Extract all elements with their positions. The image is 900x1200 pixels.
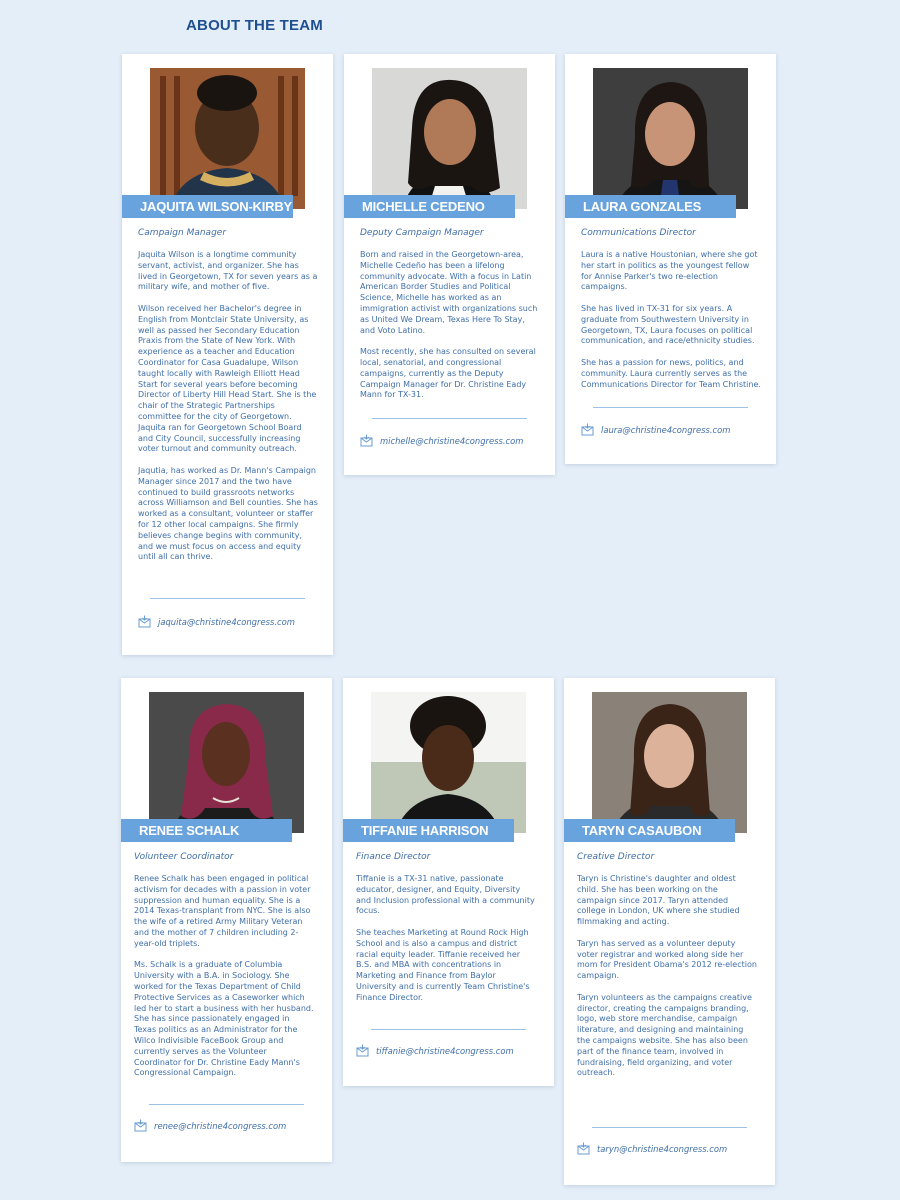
team-card-laura	[565, 54, 776, 464]
email-link[interactable]	[577, 1142, 727, 1155]
bio-paragraph: Ms. Schalk is a graduate of Columbia University with a B.A. in Sociology. She worked for the Texas Department of Child Protective Services as a Caseworker which led her to start a business with her husband. She has since passionately engaged in Texas politics as an Administrator for the Wilco Indivisible FaceBook Group and currently serves as the Volunteer Coordinator for Dr. Christine Eady Mann's Congressional Campaign.	[134, 960, 314, 1078]
divider	[371, 1029, 526, 1030]
member-role: Volunteer Coordinator	[134, 852, 234, 862]
bio-paragraph: Most recently, she has consulted on several local, senatorial, and congressional campaigns, currently as the Deputy Campaign Manager for Dr. Christine Eady Mann for TX-31.	[360, 347, 536, 400]
email-address[interactable]: tiffanie@christine4congress.com	[376, 1045, 514, 1056]
bio-paragraph: She has lived in TX-31 for six years. A graduate from Southwestern University in Georgetown, TX, Laura focuses on political communication, and race/ethnicity studies.	[581, 303, 755, 346]
divider	[149, 1104, 304, 1105]
email-link[interactable]	[138, 615, 295, 628]
member-bio	[138, 250, 318, 574]
bio-paragraph: Laura is a native Houstonian, where she got her start in politics as the youngest fellow for Annise Parker's two re-election campaigns.	[581, 250, 758, 292]
member-bio	[356, 874, 536, 1014]
bio-paragraph: She teaches Marketing at Round Rock High School and is also a campus and district racial equity leader. Tiffanie received her B.S. and MBA with concentrations in Marketing and Finance from Baylor University and is currently Team Christine's Finance Director.	[356, 927, 530, 1002]
email-address[interactable]: laura@christine4congress.com	[601, 424, 731, 435]
bio-paragraph: Taryn is Christine's daughter and oldest child. She has been working on the campaign since 2017. Taryn attended college in London, UK where she studied filmmaking and acting.	[577, 874, 740, 927]
email-address[interactable]: michelle@christine4congress.com	[380, 435, 524, 446]
photo-laura	[593, 68, 748, 209]
divider	[150, 598, 305, 599]
bio-paragraph: She has a passion for news, politics, and community. Laura currently serves as the Communications Director for Team Christine.	[581, 357, 761, 389]
photo-taryn	[592, 692, 747, 833]
team-card-taryn	[564, 678, 775, 1185]
mail-icon	[360, 434, 373, 447]
photo-tiffanie	[371, 692, 526, 833]
bio-paragraph: Jaqutia, has worked as Dr. Mann's Campaign Manager since 2017 and the two have continued to build grassroots networks across Williamson and Bell counties. She has worked as a consultant, volunteer or staffer for 12 other local campaigns. She firmly believes change begins with community, and we must focus on access and equity until all can thrive.	[138, 465, 318, 562]
member-role: Deputy Campaign Manager	[360, 228, 484, 238]
team-card-renee	[121, 678, 332, 1162]
bio-paragraph: Jaquita Wilson is a longtime community servant, activist, and organizer. She has lived in Georgetown, TX for seven years as a military wife, and mother of five.	[138, 250, 318, 292]
member-role: Creative Director	[577, 852, 655, 862]
divider	[592, 1127, 747, 1128]
mail-icon	[138, 615, 151, 628]
email-link[interactable]	[356, 1044, 514, 1057]
member-name-banner: TARYN CASAUBON	[564, 819, 735, 842]
photo-jaquita	[150, 68, 305, 209]
divider	[593, 407, 748, 408]
email-address[interactable]: taryn@christine4congress.com	[597, 1143, 728, 1154]
member-name-banner: TIFFANIE HARRISON	[343, 819, 514, 842]
bio-paragraph: Renee Schalk has been engaged in political activism for decades with a passion in voter suppression and human equality. She is a 2014 Texas-transplant from NYC. She is also the wife of a retired Army Military Veteran and the mother of 7 children including 2-year-old triplets.	[134, 874, 311, 948]
member-role: Communications Director	[581, 228, 696, 238]
email-link[interactable]	[581, 423, 730, 436]
member-name-banner: LAURA GONZALES	[565, 195, 736, 218]
bio-paragraph: Wilson received her Bachelor's degree in English from Montclair State University, as well as passed her Secondary Education Praxis from the State of New York. With experience as a teacher and Education Coordinator for Casa Guadalupe, Wilson taught locally with Rawleigh Elliott Head Start for several years before becoming Director of Liberty Hill Head Start. She is the chair of the Strategic Partnerships committee for the city of Georgetown. Jaquita ran for Georgetown School Board and City Council, successfully increasing voter turnout and community outreach.	[138, 303, 317, 454]
email-link[interactable]	[360, 434, 523, 447]
member-role: Finance Director	[356, 852, 431, 862]
member-bio	[134, 874, 314, 1090]
bio-paragraph: Taryn has served as a volunteer deputy voter registrar and worked along side her mom for President Obama's 2012 re-election campaign.	[577, 938, 757, 981]
bio-paragraph: Taryn volunteers as the campaigns creative director, creating the campaigns branding, logo, web store merchandise, campaign literature, and designing and maintaining the campaigns website. She has also been part of the finance team, involved in fundraising, field organizing, and voter outreach.	[577, 992, 752, 1078]
photo-michelle	[372, 68, 527, 209]
member-name-banner: RENEE SCHALK	[121, 819, 292, 842]
mail-icon	[134, 1119, 147, 1132]
page-title: ABOUT THE TEAM	[186, 17, 323, 34]
team-card-jaquita	[122, 54, 333, 655]
mail-icon	[356, 1044, 369, 1057]
member-role: Campaign Manager	[138, 228, 227, 238]
member-name-banner: MICHELLE CEDENO	[344, 195, 515, 218]
team-card-michelle	[344, 54, 555, 475]
bio-paragraph: Tiffanie is a TX-31 native, passionate educator, designer, and Equity, Diversity and Inclusion professional with a community focus.	[356, 874, 535, 916]
member-bio	[360, 250, 540, 412]
email-link[interactable]	[134, 1119, 286, 1132]
team-card-tiffanie	[343, 678, 554, 1086]
member-bio	[581, 250, 761, 401]
email-address[interactable]: renee@christine4congress.com	[154, 1120, 287, 1131]
bio-paragraph: Born and raised in the Georgetown-area, Michelle Cedeño has been a lifelong community advocate. With a focus in Latin American Border Studies and Political Science, Michelle has worked as an immigration activist with organizations such as United We Dream, Texas Here To Stay, and Voto Latino.	[360, 250, 538, 335]
photo-renee	[149, 692, 304, 833]
mail-icon	[581, 423, 594, 436]
email-address[interactable]: jaquita@christine4congress.com	[158, 616, 295, 627]
member-bio	[577, 874, 757, 1090]
mail-icon	[577, 1142, 590, 1155]
divider	[372, 418, 527, 419]
member-name-banner: JAQUITA WILSON-KIRBY	[122, 195, 293, 218]
